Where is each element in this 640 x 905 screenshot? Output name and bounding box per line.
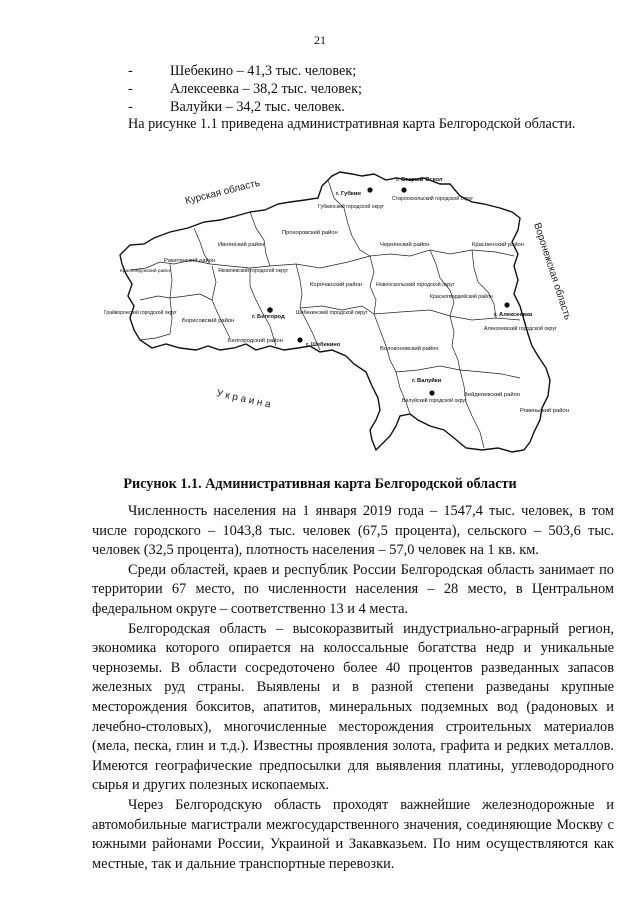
label-alekseevka-district: Алексеевский городской округ [484, 326, 557, 332]
label-rovenki: Ровеньский район [520, 408, 569, 414]
list-item [128, 98, 362, 116]
list-dash: - [128, 99, 133, 115]
label-stary-oskol-city: г. Старый Оскол [396, 177, 443, 183]
city-marker-stary-oskol [401, 187, 406, 192]
label-rakitnoe: Ракитянский район [164, 258, 216, 264]
list-item [128, 80, 362, 98]
label-valuyki-district: Валуйский городской округ [402, 398, 467, 404]
label-veydelevka: Вейделевский район [464, 392, 520, 398]
city-marker-gubkin [367, 187, 372, 192]
body-text [92, 502, 614, 874]
city-marker-belgorod [267, 307, 273, 313]
label-krasnogvard: Красногвардейский район [430, 294, 493, 300]
label-gubkin-city: г. Губкин [336, 191, 361, 197]
label-yakovlev: Яковлевский городской округ [218, 268, 289, 274]
city-marker-valuyki [429, 390, 434, 395]
label-stary-oskol-district: Старооскольский городской округ [392, 196, 474, 202]
label-belgorod-city: г. Белгород [252, 314, 285, 320]
neighbor-voronezh: Воронежская область [531, 221, 573, 322]
list-dash: - [128, 63, 133, 79]
bullet-list [128, 62, 362, 116]
label-prokhorov: Прохоровский район [282, 230, 338, 236]
list-dash: - [128, 81, 133, 97]
city-marker-shebekino [297, 337, 302, 342]
label-borisov: Борисовский район [182, 318, 235, 324]
list-item-text: Алексеевка – 38,2 тыс. человек; [170, 81, 362, 97]
administrative-map [100, 150, 600, 465]
city-marker-alekseevka [504, 302, 509, 307]
label-belgorod-district: Белгородский район [228, 338, 283, 344]
label-korocha: Корочанский район [310, 282, 362, 288]
label-shebekino-city: г. Шебекино [306, 342, 341, 348]
paragraph-population: Численность населения на 1 января 2019 года – 1547,4 тыс. человек, в том числе городского – 1043,8 тыс. человек (67,5 процента), сельского – 503,6 тыс. человек (32,5 процента), плотность населения – 57,0 человек на 1 кв. км. [92, 503, 614, 559]
label-gubkin-district: Губкинский городской округ [318, 204, 385, 210]
paragraph-economy: Белгородская область – высокоразвитый индустриально-аграрный регион, экономика которого опирается на колоссальные богатства недр и уникальные черноземы. В области сосредоточено более 40 процентов разведанных запасов железных руд страны. Выявлены и в разной степени разведаны крупные месторождения бокситов, апатитов, минеральных подземных вод (радоновых и лечебно-столовых), многочисленные месторождения строительных материалов (мела, песка, глин и т.д.). Известны проявления золота, графита и редких металлов. Имеются географические предпосылки для выявления платины, углеводородного сырья и других полезных ископаемых. [92, 620, 614, 794]
label-krasnensk: Красненский район [472, 242, 524, 248]
figure-caption: Рисунок 1.1. Административная карта Белгородской области [123, 476, 517, 492]
label-krasnoyaruzh: Краснояружский район [120, 269, 172, 274]
label-novoskol: Новооскольский городской округ [376, 282, 455, 288]
list-item-text: Валуйки – 34,2 тыс. человек. [170, 99, 345, 115]
label-grayvoron: Грайворонский городской округ [104, 310, 177, 316]
paragraph-ranking: Среди областей, краев и республик России Белгородская область занимает по территории 67 место, по численности населения – 28 место, в Центральном федеральном округе – соответственно 13 и 4 места. [92, 561, 614, 617]
label-alekseevka-city: г. Алексеевка [494, 312, 533, 318]
list-item [128, 62, 362, 80]
paragraph-transport: Через Белгородскую область проходят важнейшие железнодорожные и автомобильные магистрали межгосударственного значения, соединяющие Москву с южными районами России, Украиной и Закавказьем. По ним осуществляются как местные, так и дальние транспортные перевозки. [92, 796, 614, 872]
label-volokonovka: Волоконовский район [380, 346, 439, 352]
label-chernyansk: Чернянский район [380, 242, 430, 248]
label-shebekino-district: Шебекинский городской округ [296, 310, 368, 316]
label-valuyki-city: г. Валуйки [412, 378, 442, 384]
neighbor-kursk: Курская область [184, 177, 262, 207]
intro-sentence: На рисунке 1.1 приведена административная карта Белгородской области. [128, 116, 576, 132]
label-ivnya: Ивнянский район [218, 242, 265, 248]
neighbor-ukraine: У к р а и н а [215, 388, 272, 411]
page-number: 21 [314, 33, 326, 47]
list-item-text: Шебекино – 41,3 тыс. человек; [170, 63, 357, 79]
map-svg [100, 150, 600, 465]
